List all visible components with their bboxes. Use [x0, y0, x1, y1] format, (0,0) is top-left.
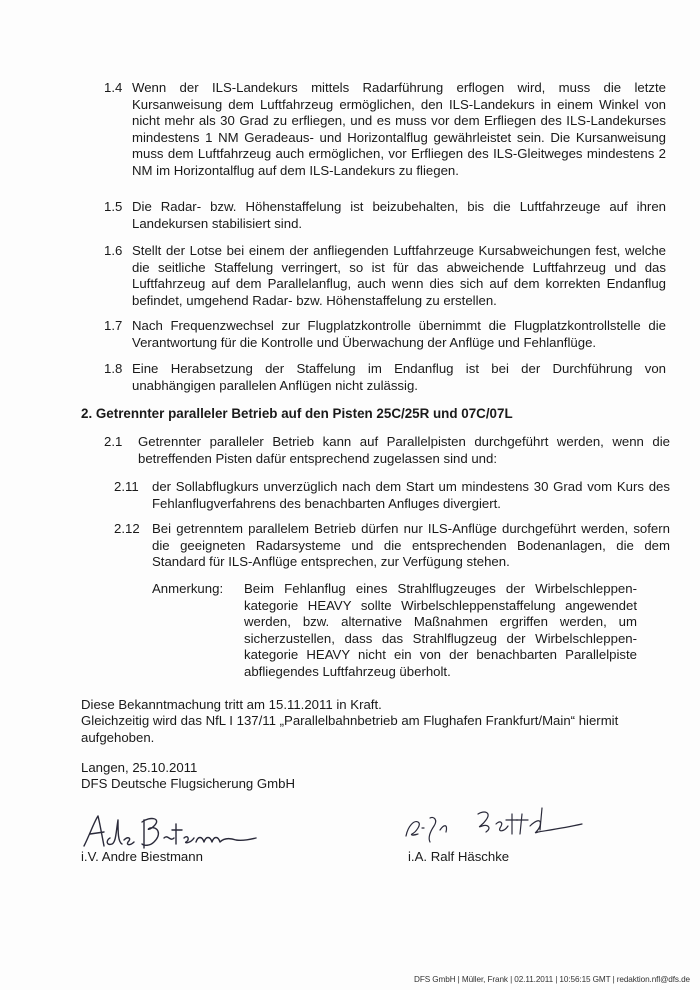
- paragraph-text: Nach Frequenzwechsel zur Flugplatzkontrolle übernimmt die Flugplatzkontrollstelle die Verantwortung für die Kontrolle und Überwachung der Anflüge und Fehlanflüge.: [132, 318, 666, 350]
- signature-biestmann-icon: [80, 808, 260, 854]
- paragraph-1-6: [104, 243, 666, 309]
- paragraph-text: Bei getrenntem parallelem Betrieb dürfen nur ILS-Anflüge durchgeführt werden, sofern die geeigneten Radarsysteme und die entsprechenden Bodenanlagen, die dem Standard für ILS-Anflüge entsprechen, zur Verfügung stehen.: [152, 521, 670, 570]
- paragraph-number: 2.1: [104, 434, 123, 449]
- paragraph-text: Wenn der ILS-Landekurs mittels Radarführung erflogen wird, muss die letzte Kursanweisung dem Luftfahrzeug ermöglichen, den ILS-Landekurs in einem Winkel von nicht mehr als 30 Grad zu erfliegen, und es muss vor dem Erfliegen des ILS-Landekurses mindestens 1 NM Geradeaus- und Horizontalflug gewährleistet sein. Die Kursanweisung muss dem Luftfahrzeug auch ermöglichen, vor Erfliegen des ILS-Gleitweges mindestens 2 NM im Horizontalflug auf dem ILS-Landekurs zu fliegen.: [132, 80, 666, 178]
- paragraph-text: Stellt der Lotse bei einem der anfliegenden Luftfahrzeuge Kursabweichungen fest, welche die seitliche Staffelung verringert, so ist für das abweichende Luftfahrzeug und das Luftfahrzeug auf dem Parallelanflug, auch wenn dies sich auf dem korrekten Endanflug befindet, umgehend Radar- bzw. Höhenstaffelung zu erstellen.: [132, 243, 666, 308]
- paragraph-2-1: [104, 434, 670, 467]
- paragraph-2-11: [114, 479, 670, 512]
- signature-haeschke-icon: [400, 800, 590, 846]
- signatory-right: i.A. Ralf Häschke: [408, 849, 510, 864]
- paragraph-text: Getrennter paralleler Betrieb kann auf Parallelpisten durchgeführt werden, wenn die betreffenden Pisten dafür entsprechend zugelassen sind und:: [138, 434, 670, 466]
- note-text: Beim Fehlanflug eines Strahlflugzeuges der Wirbelschleppen-kategorie HEAVY sollte Wirbelschleppenstaffelung angewendet werden, bzw. alternative Maßnahmen ergriffen werden, um sicherzustellen, dass das Strahlflugzeug der Wirbelschleppen-kategorie HEAVY nicht ein von der benachbarten Parallelpiste abfliegendes Luftfahrzeug überholt.: [244, 581, 637, 679]
- paragraph-text: Eine Herabsetzung der Staffelung im Endanflug ist bei der Durchführung von unabhängigen parallelen Anflügen nicht zulässig.: [132, 361, 666, 393]
- paragraph-text: Die Radar- bzw. Höhenstaffelung ist beizubehalten, bis die Luftfahrzeuge auf ihren Landekursen stabilisiert sind.: [132, 199, 666, 231]
- paragraph-number: 1.6: [104, 243, 123, 258]
- paragraph-number: 1.7: [104, 318, 123, 333]
- repeal-notice: Gleichzeitig wird das NfL I 137/11 „Parallelbahnbetrieb am Flughafen Frankfurt/Main“ hiermit aufgehoben.: [81, 713, 619, 745]
- paragraph-text: der Sollabflugkurs unverzüglich nach dem Start um mindestens 30 Grad vom Kurs des Fehlanflugverfahrens des benachbarten Anfluges divergiert.: [152, 479, 670, 511]
- footer-metadata: DFS GmbH | Müller, Frank | 02.11.2011 | 10:56:15 GMT | redaktion.nfl@dfs.de: [414, 975, 690, 984]
- paragraph-number: 1.5: [104, 199, 123, 214]
- paragraph-1-5: [104, 199, 666, 232]
- section-2-heading: 2. Getrennter paralleler Betrieb auf den Pisten 25C/25R und 07C/07L: [81, 406, 513, 421]
- place-date: Langen, 25.10.2011: [81, 760, 198, 775]
- paragraph-1-4: [104, 80, 666, 180]
- effective-date-line: Diese Bekanntmachung tritt am 15.11.2011 in Kraft.: [81, 697, 382, 712]
- paragraph-1-8: [104, 361, 666, 394]
- paragraph-2-12: [114, 521, 670, 571]
- paragraph-number: 1.4: [104, 80, 123, 95]
- note-label: Anmerkung:: [152, 581, 224, 596]
- organization-name: DFS Deutsche Flugsicherung GmbH: [81, 776, 296, 791]
- paragraph-number: 2.11: [114, 479, 139, 494]
- paragraph-number: 1.8: [104, 361, 123, 376]
- paragraph-number: 2.12: [114, 521, 140, 536]
- paragraph-1-7: [104, 318, 666, 351]
- signatory-left: i.V. Andre Biestmann: [81, 849, 203, 864]
